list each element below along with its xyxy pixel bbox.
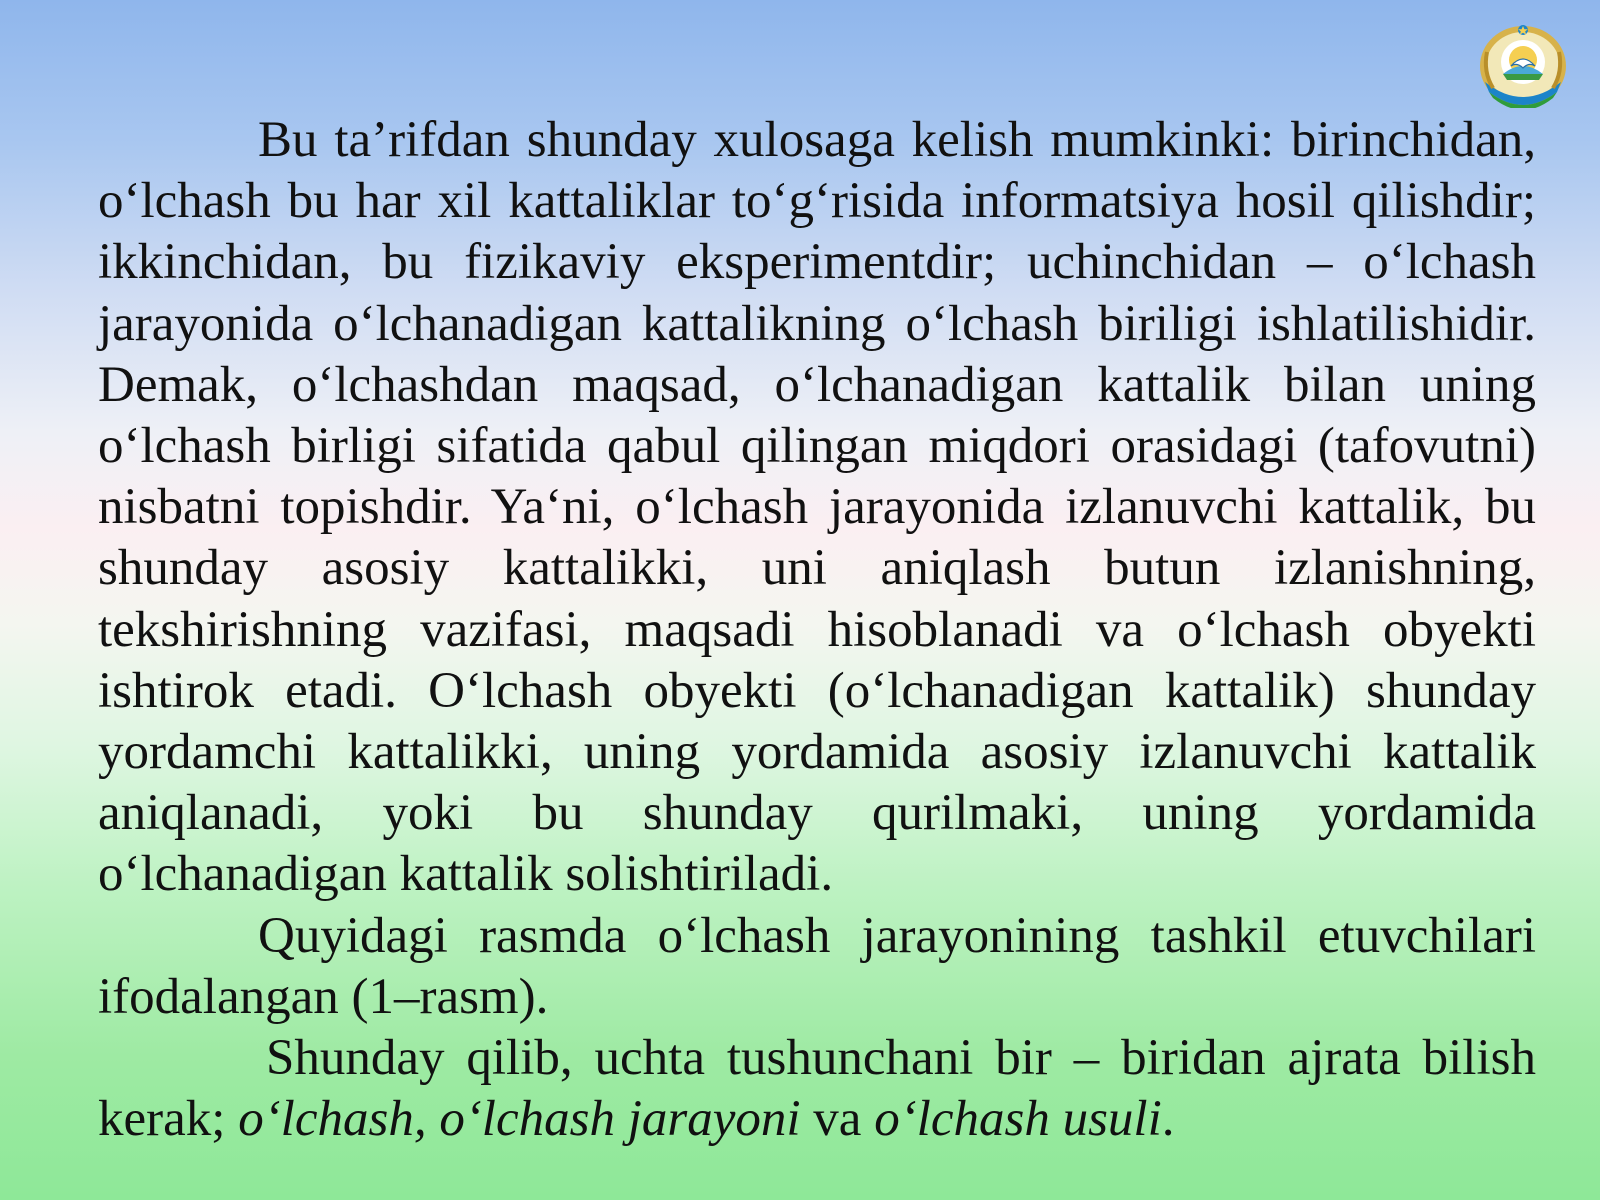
conclusion-lead-text: Shunday qilib, uchta tushunchani bir – biridan ajrata bilish kerak; <box>98 1030 1536 1148</box>
slide-text <box>98 110 1536 1150</box>
conclusion-term-measurement-process: o‘lchash, o‘lchash jarayoni <box>238 1091 801 1148</box>
conclusion-end-text: . <box>1161 1091 1175 1148</box>
conclusion-middle-text: va <box>800 1091 875 1148</box>
paragraph-figure-reference: Quyidagi rasmda o‘lchash jarayonining tashkil etuvchilari ifodalangan (1–rasm). <box>98 907 1536 1025</box>
paragraph-main: Bu ta’rifdan shunday xulosaga kelish mumkinki: birinchidan, o‘lchash bu har xil kattaliklar to‘g‘risida informatsiya hosil qilishdir; ikkinchidan, bu fizikaviy eksperimentdir; uchinchidan – o‘lchash jarayonida o‘lchanadigan kattalikning o‘lchash biriligi ishlatilishidir. Demak, o‘lchashdan maqsad, o‘lchanadigan kattalik bilan uning o‘lchash birligi sifatida qabul qilingan miqdori orasidagi (tafovutni) nisbatni topishdir. Ya‘ni, o‘lchash jarayonida izlanuvchi kattalik, bu shunday asosiy kattalikki, uni aniqlash butun izlanishning, tekshirishning vazifasi, maqsadi hisoblanadi va o‘lchash obyekti ishtirok etadi. O‘lchash obyekti (o‘lchanadigan kattalik) shunday yordamchi kattalikki, uning yordamida asosiy izlanuvchi kattalik aniqlanadi, yoki bu shunday qurilmaki, uning yordamida o‘lchanadigan kattalik solishtiriladi. <box>98 112 1536 903</box>
conclusion-term-measurement-method: o‘lchash usuli <box>874 1091 1162 1148</box>
state-emblem-icon <box>1477 22 1569 108</box>
paragraph-conclusion <box>98 1028 1536 1150</box>
